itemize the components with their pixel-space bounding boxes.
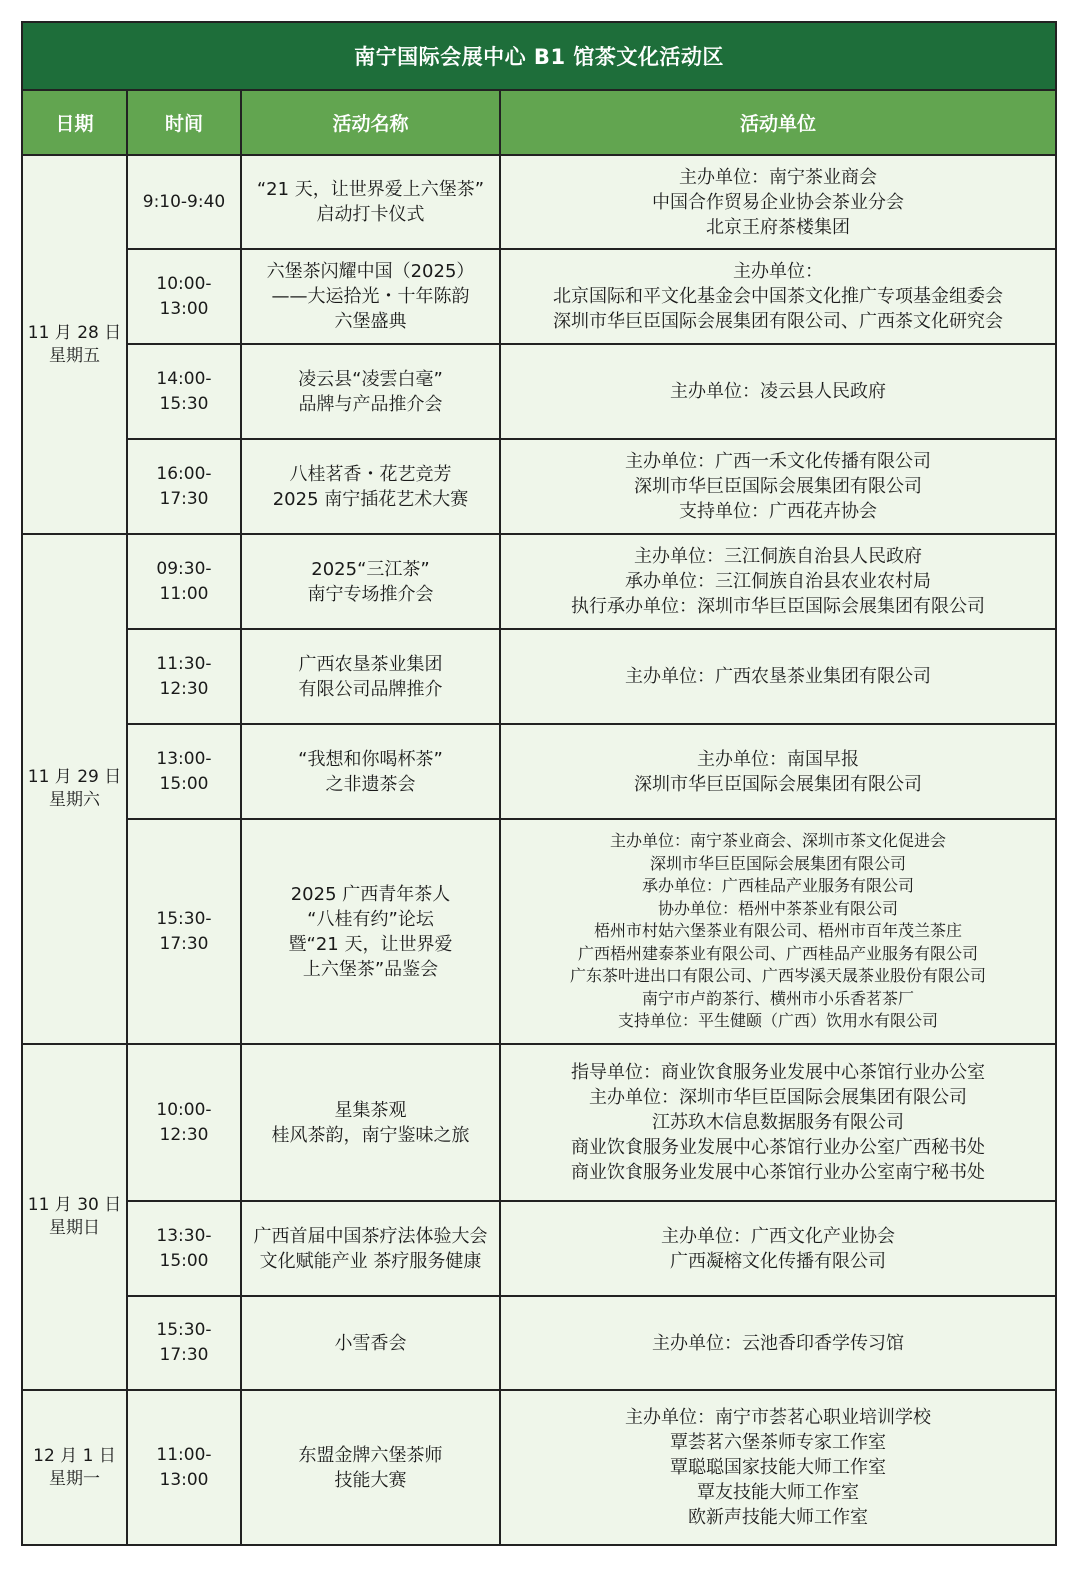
date-label: 12 月 1 日 [33, 1445, 116, 1466]
organizer-cell [500, 1390, 1056, 1545]
organizer-line: 北京国际和平文化基金会中国茶文化推广专项基金组委会 [553, 286, 1003, 307]
activity-name-line: “21 天，让世界爱上六堡茶” [256, 179, 485, 200]
organizer-cell [500, 1296, 1056, 1390]
activity-name-line: 之非遗茶会 [325, 773, 416, 795]
weekday-label: 星期日 [49, 1218, 100, 1238]
organizer-line: 深圳市华巨臣国际会展集团有限公司 [649, 853, 906, 873]
table-row [22, 629, 1056, 724]
schedule-sheet [21, 21, 1055, 1546]
organizer-line: 北京王府茶楼集团 [706, 216, 850, 238]
organizer-line: 主办单位：深圳市华巨臣国际会展集团有限公司 [589, 1087, 967, 1108]
date-cell [22, 155, 127, 534]
organizer-line: 承办单位：三江侗族自治县农业农村局 [625, 571, 931, 592]
activity-name-line: 南宁专场推介会 [307, 583, 434, 605]
activity-name-line: 六堡茶闪耀中国（2025） [266, 261, 475, 282]
column-header-org: 活动单位 [500, 90, 1056, 155]
activity-name-line: “八桂有约”论坛 [307, 908, 434, 930]
weekday-label: 星期六 [49, 790, 100, 810]
table-row [22, 1201, 1056, 1296]
organizer-line: 主办单位：南宁茶业商会 [679, 166, 877, 188]
time-cell: 11:30-12:30 [127, 629, 241, 724]
activity-name-line: ——大运拾光・十年陈韵 [271, 286, 470, 307]
activity-name-cell [241, 1201, 500, 1296]
organizer-line: 广西凝榕文化传播有限公司 [670, 1250, 886, 1272]
organizer-line: 主办单位：广西文化产业协会 [661, 1225, 895, 1247]
organizer-line: 承办单位：广西桂品产业服务有限公司 [641, 876, 914, 896]
organizer-cell [500, 819, 1056, 1044]
activity-name-line: 桂风茶韵，南宁鉴味之旅 [271, 1124, 470, 1146]
activity-name-cell [241, 629, 500, 724]
table-row [22, 249, 1056, 344]
organizer-line: 覃友技能大师工作室 [697, 1482, 859, 1503]
activity-name-line: “我想和你喝杯茶” [298, 748, 443, 770]
organizer-line: 广东茶叶进出口有限公司、广西岑溪天晟茶业股份有限公司 [569, 966, 986, 986]
date-cell [22, 1044, 127, 1390]
organizer-line: 主办单位：南国早报 [697, 748, 859, 770]
organizer-cell [500, 344, 1056, 439]
activity-name-cell [241, 1390, 500, 1545]
organizer-cell [500, 629, 1056, 724]
date-cell [22, 534, 127, 1044]
organizer-line: 商业饮食服务业发展中心茶馆行业办公室广西秘书处 [571, 1137, 985, 1158]
organizer-line: 执行承办单位：深圳市华巨臣国际会展集团有限公司 [571, 596, 985, 617]
activity-name-line: 凌云县“凌雲白毫” [298, 368, 443, 390]
organizer-cell [500, 155, 1056, 249]
column-header-time: 时间 [127, 90, 241, 155]
table-row [22, 1390, 1056, 1545]
date-cell [22, 1390, 127, 1545]
table-row [22, 155, 1056, 249]
activity-name-line: 东盟金牌六堡茶师 [298, 1444, 443, 1466]
activity-name-line: 文化赋能产业 茶疗服务健康 [259, 1250, 482, 1272]
activity-name-line: 广西农垦茶业集团 [298, 653, 443, 675]
time-cell: 14:00-15:30 [127, 344, 241, 439]
table-row [22, 1296, 1056, 1390]
activity-name-cell [241, 249, 500, 344]
activity-name-line: 小雪香会 [334, 1332, 407, 1354]
activity-name-line: 2025 南宁插花艺术大赛 [272, 488, 469, 510]
time-cell: 13:00-15:00 [127, 724, 241, 819]
column-header-name: 活动名称 [241, 90, 500, 155]
activity-name-line: 技能大赛 [334, 1469, 407, 1491]
table-row [22, 819, 1056, 1044]
organizer-line: 主办单位：凌云县人民政府 [670, 381, 886, 402]
activity-name-line: 启动打卡仪式 [316, 204, 425, 225]
table-row [22, 724, 1056, 819]
activity-name-cell [241, 534, 500, 629]
organizer-line: 主办单位：云池香印香学传习馆 [652, 1332, 904, 1354]
date-label: 11 月 30 日 [27, 1195, 122, 1215]
activity-name-cell [241, 724, 500, 819]
organizer-line: 深圳市华巨臣国际会展集团有限公司、广西茶文化研究会 [553, 311, 1003, 332]
organizer-line: 指导单位：商业饮食服务业发展中心茶馆行业办公室 [571, 1062, 985, 1083]
organizer-line: 覃荟茗六堡茶师专家工作室 [670, 1432, 886, 1453]
organizer-line: 广西梧州建泰茶业有限公司、广西桂品产业服务有限公司 [577, 943, 978, 963]
organizer-cell [500, 249, 1056, 344]
activity-name-line: 品牌与产品推介会 [298, 393, 443, 415]
organizer-line: 主办单位：广西农垦茶业集团有限公司 [625, 666, 931, 687]
organizer-line: 梧州市村姑六堡茶业有限公司、梧州市百年茂兰茶庄 [593, 921, 962, 941]
weekday-label: 星期一 [49, 1468, 100, 1489]
activity-name-cell [241, 155, 500, 249]
activity-name-line: 2025 广西青年茶人 [290, 883, 451, 905]
organizer-line: 商业饮食服务业发展中心茶馆行业办公室南宁秘书处 [571, 1162, 985, 1183]
activity-name-cell [241, 1044, 500, 1201]
date-label: 11 月 28 日 [27, 322, 122, 343]
organizer-line: 南宁市卢韵茶行、横州市小乐香茗茶厂 [641, 988, 914, 1008]
organizer-line: 支持单位：平生健颐（广西）饮用水有限公司 [617, 1011, 938, 1031]
organizer-line: 欧新声技能大师工作室 [688, 1507, 868, 1528]
activity-name-cell [241, 344, 500, 439]
organizer-line: 深圳市华巨臣国际会展集团有限公司 [634, 476, 922, 497]
organizer-cell [500, 1044, 1056, 1201]
activity-name-line: 六堡盛典 [334, 311, 407, 332]
organizer-line: 覃聪聪国家技能大师工作室 [670, 1457, 886, 1478]
column-header-date: 日期 [22, 90, 127, 155]
table-row [22, 439, 1056, 534]
organizer-line: 支持单位：广西花卉协会 [679, 501, 877, 522]
organizer-line: 深圳市华巨臣国际会展集团有限公司 [634, 773, 922, 795]
activity-name-line: 广西首届中国茶疗法体验大会 [253, 1225, 488, 1247]
organizer-line: 协办单位：梧州中茶茶业有限公司 [657, 898, 898, 918]
time-cell: 09:30-11:00 [127, 534, 241, 629]
weekday-label: 星期五 [49, 345, 100, 366]
date-label: 11 月 29 日 [27, 767, 122, 787]
time-cell: 16:00-17:30 [127, 439, 241, 534]
schedule-body [22, 155, 1056, 1545]
table-row [22, 534, 1056, 629]
organizer-line: 主办单位：南宁市荟茗心职业培训学校 [625, 1407, 931, 1428]
activity-name-line: 上六堡茶”品鉴会 [302, 958, 439, 980]
time-cell: 11:00-13:00 [127, 1390, 241, 1545]
organizer-line: 主办单位：三江侗族自治县人民政府 [634, 546, 922, 567]
time-cell: 13:30-15:00 [127, 1201, 241, 1296]
time-cell: 15:30-17:30 [127, 1296, 241, 1390]
time-cell: 9:10-9:40 [127, 155, 241, 249]
activity-name-line: 星集茶观 [334, 1099, 407, 1121]
time-cell: 10:00-13:00 [127, 249, 241, 344]
organizer-cell [500, 1201, 1056, 1296]
organizer-line: 江苏玖木信息数据服务有限公司 [652, 1112, 904, 1133]
organizer-line: 中国合作贸易企业协会茶业分会 [652, 191, 904, 213]
activity-name-line: 暨“21 天，让世界爱 [288, 933, 453, 955]
organizer-line: 主办单位：南宁茶业商会、深圳市茶文化促进会 [609, 831, 946, 851]
time-cell: 15:30-17:30 [127, 819, 241, 1044]
organizer-line: 主办单位：广西一禾文化传播有限公司 [625, 451, 931, 472]
organizer-cell [500, 724, 1056, 819]
activity-name-cell [241, 1296, 500, 1390]
table-row [22, 344, 1056, 439]
organizer-line: 主办单位： [733, 261, 823, 282]
activity-name-cell [241, 439, 500, 534]
time-cell: 10:00-12:30 [127, 1044, 241, 1201]
activity-name-line: 八桂茗香・花艺竞芳 [289, 463, 452, 485]
activity-name-line: 有限公司品牌推介 [298, 678, 443, 700]
schedule-table [21, 21, 1057, 1546]
page-title: 南宁国际会展中心 B1 馆茶文化活动区 [22, 22, 1056, 90]
organizer-cell [500, 439, 1056, 534]
activity-name-cell [241, 819, 500, 1044]
table-row [22, 1044, 1056, 1201]
activity-name-line: 2025“三江茶” [311, 558, 430, 580]
organizer-cell [500, 534, 1056, 629]
